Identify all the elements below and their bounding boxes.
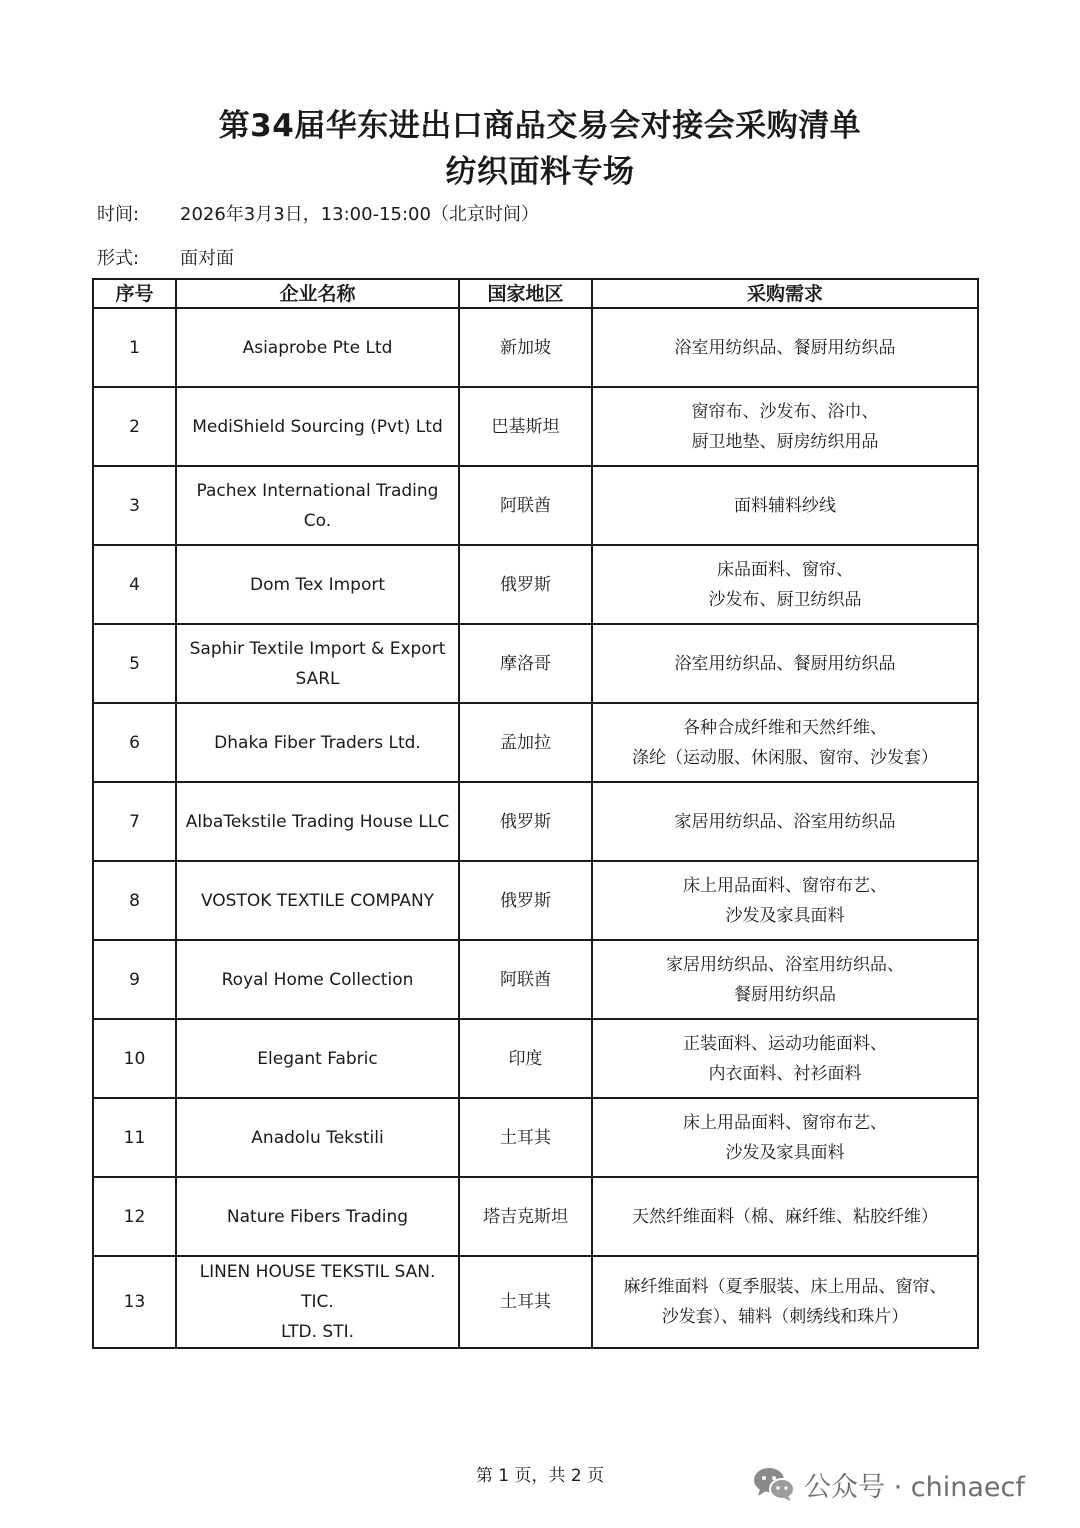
format-value: 面对面	[180, 248, 234, 269]
table-row	[93, 1256, 978, 1348]
cell-no: 2	[93, 387, 176, 466]
cell-no: 12	[93, 1177, 176, 1256]
company-line: Elegant Fabric	[257, 1048, 378, 1069]
demand-line: 床品面料、窗帘、	[717, 559, 853, 580]
cell-country: 俄罗斯	[459, 782, 592, 861]
demand-line: 天然纤维面料（棉、麻纤维、粘胶纤维）	[632, 1206, 938, 1227]
demand-line: 家居用纺织品、浴室用纺织品、	[666, 954, 904, 975]
procurement-table	[92, 278, 979, 1349]
cell-company	[176, 308, 459, 387]
cell-demand	[592, 466, 978, 545]
cell-company	[176, 387, 459, 466]
cell-demand	[592, 1098, 978, 1177]
cell-country: 巴基斯坦	[459, 387, 592, 466]
cell-demand	[592, 308, 978, 387]
cell-company	[176, 940, 459, 1019]
demand-line: 浴室用纺织品、餐厨用纺织品	[674, 337, 896, 358]
cell-country: 摩洛哥	[459, 624, 592, 703]
cell-no: 7	[93, 782, 176, 861]
cell-no: 5	[93, 624, 176, 703]
watermark-text: 公众号 · chinaecf	[804, 1471, 1025, 1503]
company-line: SARL	[295, 668, 340, 689]
demand-line: 床上用品面料、窗帘布艺、	[683, 1112, 887, 1133]
cell-no: 13	[93, 1256, 176, 1348]
cell-no: 10	[93, 1019, 176, 1098]
header-no: 序号	[93, 279, 176, 308]
cell-company	[176, 782, 459, 861]
cell-no: 6	[93, 703, 176, 782]
demand-line: 床上用品面料、窗帘布艺、	[683, 875, 887, 896]
header-country: 国家地区	[459, 279, 592, 308]
cell-no: 3	[93, 466, 176, 545]
company-line: Pachex International Trading	[196, 480, 439, 501]
watermark	[752, 1464, 1025, 1504]
cell-demand	[592, 1019, 978, 1098]
table-row	[93, 387, 978, 466]
document-subtitle: 纺织面料专场	[445, 154, 635, 190]
cell-demand	[592, 703, 978, 782]
table-body	[93, 308, 978, 1348]
company-line: Anadolu Tekstili	[251, 1127, 384, 1148]
cell-no: 1	[93, 308, 176, 387]
cell-company	[176, 466, 459, 545]
format-label: 形式:	[97, 248, 140, 269]
table-row	[93, 1098, 978, 1177]
cell-demand	[592, 624, 978, 703]
document-title: 第34届华东进出口商品交易会对接会采购清单	[218, 108, 862, 144]
table-row	[93, 624, 978, 703]
cell-demand	[592, 1177, 978, 1256]
table-row	[93, 545, 978, 624]
cell-no: 4	[93, 545, 176, 624]
company-line: Nature Fibers Trading	[226, 1206, 409, 1227]
cell-country: 俄罗斯	[459, 545, 592, 624]
cell-country: 孟加拉	[459, 703, 592, 782]
cell-country: 土耳其	[459, 1256, 592, 1348]
demand-line: 涤纶（运动服、休闲服、窗帘、沙发套）	[632, 747, 938, 768]
demand-line: 餐厨用纺织品	[734, 984, 836, 1005]
time-value: 2026年3月3日，13:00-15:00（北京时间）	[180, 204, 539, 225]
cell-country: 印度	[459, 1019, 592, 1098]
demand-line: 沙发及家具面料	[725, 1142, 845, 1163]
cell-no: 8	[93, 861, 176, 940]
demand-line: 面料辅料纱线	[734, 495, 836, 516]
demand-line: 内衣面料、衬衫面料	[708, 1063, 862, 1084]
cell-company	[176, 624, 459, 703]
cell-company	[176, 1177, 459, 1256]
cell-demand	[592, 940, 978, 1019]
company-line: AlbaTekstile Trading House LLC	[185, 811, 450, 832]
table-header-row	[93, 279, 978, 308]
time-label: 时间:	[97, 204, 140, 225]
demand-line: 沙发及家具面料	[725, 905, 845, 926]
demand-line: 沙发布、厨卫纺织品	[708, 589, 862, 610]
demand-line: 浴室用纺织品、餐厨用纺织品	[674, 653, 896, 674]
cell-company	[176, 545, 459, 624]
page-number: 第 1 页，共 2 页	[475, 1466, 605, 1486]
demand-line: 窗帘布、沙发布、浴巾、	[691, 401, 879, 422]
demand-line: 麻纤维面料（夏季服装、床上用品、窗帘、	[623, 1277, 947, 1297]
cell-country: 俄罗斯	[459, 861, 592, 940]
demand-line: 各种合成纤维和天然纤维、	[683, 717, 887, 738]
demand-line: 家居用纺织品、浴室用纺织品	[674, 811, 896, 832]
company-line: Royal Home Collection	[221, 969, 414, 990]
table-row	[93, 940, 978, 1019]
wechat-icon	[752, 1465, 796, 1503]
company-line: Asiaprobe Pte Ltd	[242, 337, 393, 358]
table-row	[93, 1177, 978, 1256]
company-line: Dom Tex Import	[250, 574, 385, 595]
table-row	[93, 703, 978, 782]
company-line: LINEN HOUSE TEKSTIL SAN. TIC.	[199, 1262, 436, 1312]
cell-demand	[592, 545, 978, 624]
header-company: 企业名称	[176, 279, 459, 308]
demand-line: 厨卫地垫、厨房纺织用品	[691, 431, 879, 452]
demand-line: 沙发套）、辅料（刺绣线和珠片）	[661, 1307, 909, 1327]
cell-demand	[592, 387, 978, 466]
meta-format	[97, 244, 234, 270]
cell-country: 塔吉克斯坦	[459, 1177, 592, 1256]
cell-company	[176, 1256, 459, 1348]
cell-company	[176, 1019, 459, 1098]
cell-company	[176, 703, 459, 782]
cell-country: 阿联酋	[459, 940, 592, 1019]
demand-line: 正装面料、运动功能面料、	[683, 1033, 887, 1054]
meta-time	[97, 200, 539, 226]
table-row	[93, 782, 978, 861]
company-line: MediShield Sourcing (Pvt) Ltd	[192, 416, 443, 437]
table-row	[93, 1019, 978, 1098]
cell-country: 阿联酋	[459, 466, 592, 545]
cell-demand	[592, 1256, 978, 1348]
cell-company	[176, 1098, 459, 1177]
table-row	[93, 308, 978, 387]
company-line: VOSTOK TEXTILE COMPANY	[200, 890, 435, 911]
table-row	[93, 861, 978, 940]
company-line: Co.	[303, 510, 332, 531]
cell-no: 9	[93, 940, 176, 1019]
cell-company	[176, 861, 459, 940]
cell-demand	[592, 861, 978, 940]
company-line: Dhaka Fiber Traders Ltd.	[214, 732, 421, 753]
company-line: LTD. STI.	[280, 1322, 354, 1342]
cell-no: 11	[93, 1098, 176, 1177]
cell-country: 新加坡	[459, 308, 592, 387]
cell-country: 土耳其	[459, 1098, 592, 1177]
table-row	[93, 466, 978, 545]
header-demand: 采购需求	[592, 279, 978, 308]
cell-demand	[592, 782, 978, 861]
company-line: Saphir Textile Import & Export	[189, 638, 446, 659]
